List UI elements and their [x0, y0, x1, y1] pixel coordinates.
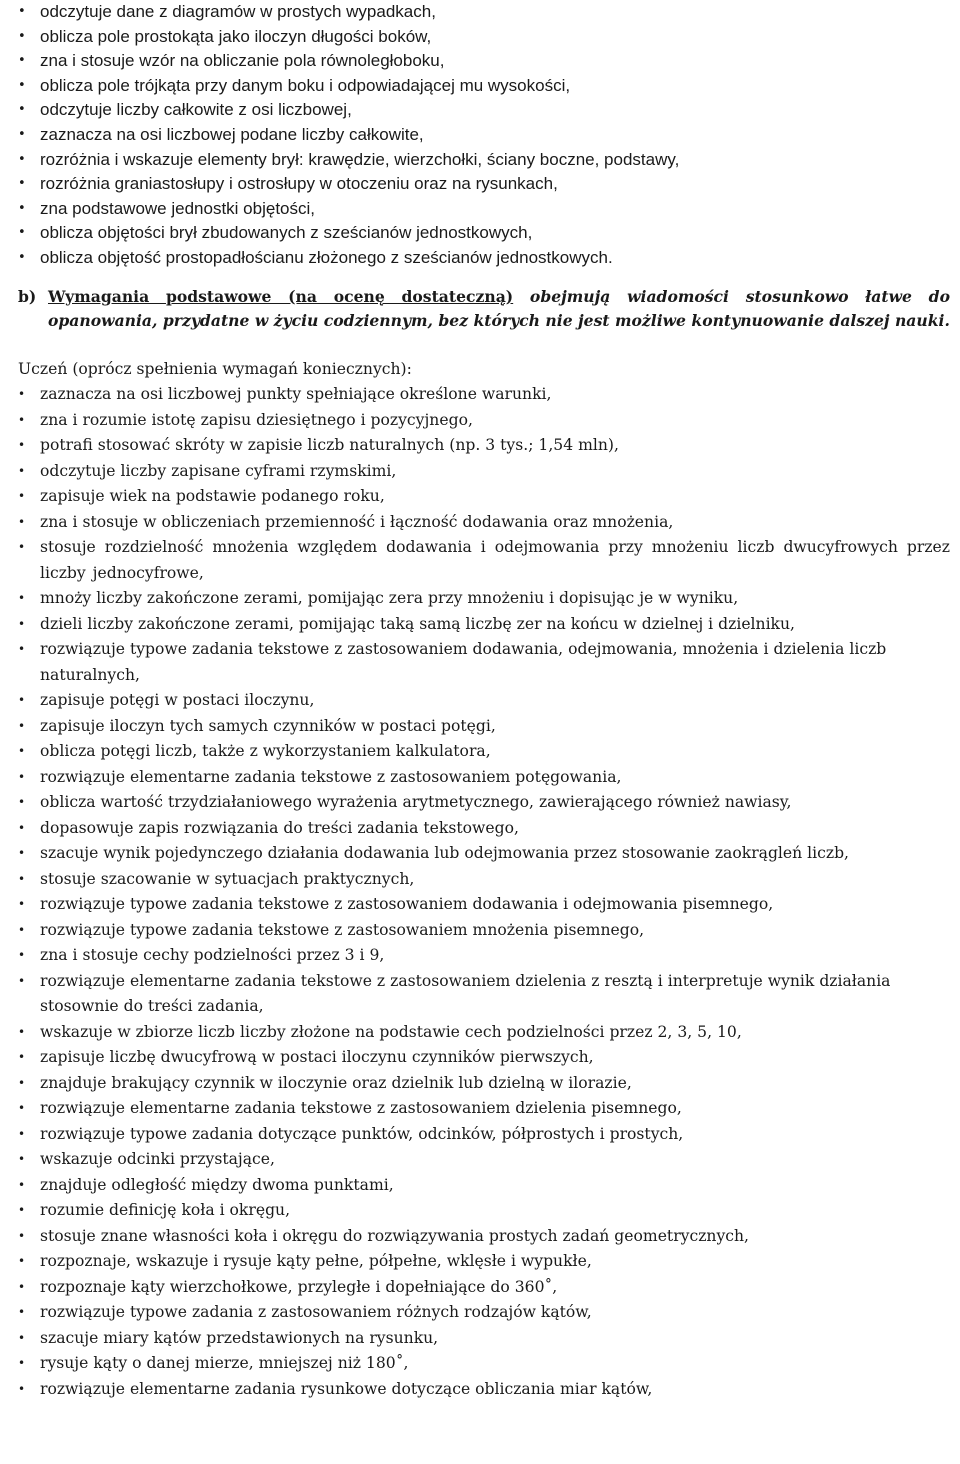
list-item-text: oblicza objętość prostopadłościanu złożonego z sześcianów jednostkowych. — [40, 247, 613, 267]
list-item-text: zna i stosuje wzór na obliczanie pola równoległoboku, — [40, 51, 445, 71]
bullet-icon: • — [18, 769, 26, 784]
list-item — [18, 408, 950, 434]
list-item-text: rozwiązuje typowe zadania dotyczące punktów, odcinków, półprostych i prostych, — [40, 1124, 684, 1143]
bullet-icon: • — [18, 1356, 26, 1371]
bullet-icon: • — [18, 1279, 26, 1294]
list-item-text: zapisuje liczbę dwucyfrową w postaci iloczynu czynników pierwszych, — [40, 1048, 594, 1067]
list-item-text: rozwiązuje elementarne zadania rysunkowe dotyczące obliczania miar kątów, — [40, 1379, 653, 1398]
list-item-text: odczytuje liczby całkowite z osi liczbowej, — [40, 100, 352, 120]
bullet-icon: • — [18, 489, 26, 504]
list-item — [18, 98, 950, 123]
bullet-icon: • — [18, 412, 26, 427]
list-item — [18, 714, 950, 740]
bullet-icon: • — [18, 973, 26, 988]
bullet-icon: • — [18, 795, 26, 810]
list-item — [18, 25, 950, 50]
list-item-text: stosuje znane własności koła i okręgu do rozwiązywania prostych zadań geometrycznych, — [40, 1226, 749, 1245]
list-item — [18, 1173, 950, 1199]
bullet-icon: • — [18, 1152, 26, 1167]
bullet-icon: • — [18, 1024, 26, 1039]
list-item — [18, 197, 950, 222]
list-item-text: dopasowuje zapis rozwiązania do treści zadania tekstowego, — [40, 818, 519, 837]
bullet-icon: • — [18, 126, 26, 142]
section-letter: b) — [18, 286, 37, 306]
list-item-text: zapisuje potęgi w postaci iloczynu, — [40, 691, 315, 710]
bullet-icon: • — [18, 1101, 26, 1116]
list-item — [18, 612, 950, 638]
list-item-text: mnoży liczby zakończone zerami, pomijając zera przy mnożeniu i dopisując je w wyniku, — [40, 589, 739, 608]
bullet-icon: • — [18, 151, 26, 167]
list-item-text: zna i stosuje w obliczeniach przemienność i łączność dodawania oraz mnożenia, — [40, 512, 674, 531]
list-item-text: szacuje miary kątów przedstawionych na rysunku, — [40, 1328, 439, 1347]
list-item-text: oblicza pole trójkąta przy danym boku i odpowiadającej mu wysokości, — [40, 75, 571, 95]
bullet-icon: • — [18, 77, 26, 93]
list-item — [18, 586, 950, 612]
bullet-icon: • — [18, 102, 26, 118]
list-item — [18, 1198, 950, 1224]
bullet-icon: • — [18, 200, 26, 216]
list-item — [18, 148, 950, 173]
list-item-text: potrafi stosować skróty w zapisie liczb naturalnych (np. 3 tys.; 1,54 mln), — [40, 436, 619, 455]
list-item-text: odczytuje dane z diagramów w prostych wypadkach, — [40, 2, 436, 21]
list-item — [18, 765, 950, 791]
list-item — [18, 535, 950, 586]
list-item-text: zaznacza na osi liczbowej punkty spełniające określone warunki, — [40, 385, 552, 404]
list-item — [18, 49, 950, 74]
bullet-icon: • — [18, 249, 26, 265]
list-item — [18, 1275, 950, 1301]
list-item-text: zaznacza na osi liczbowej podane liczby całkowite, — [40, 124, 424, 144]
bullet-icon: • — [18, 1075, 26, 1090]
list-item-text: oblicza potęgi liczb, także z wykorzystaniem kalkulatora, — [40, 742, 491, 761]
bullet-icon: • — [18, 1050, 26, 1065]
bullet-icon: • — [18, 1177, 26, 1192]
list-item-text: wskazuje w zbiorze liczb liczby złożone na podstawie cech podzielności przez 2, 3, 5, 10, — [40, 1022, 742, 1041]
list-item-text: rozpoznaje, wskazuje i rysuje kąty pełne, półpełne, wklęsłe i wypukłe, — [40, 1252, 592, 1271]
bullet-icon: • — [18, 1254, 26, 1269]
bullet-icon: • — [18, 53, 26, 69]
bullet-icon: • — [18, 642, 26, 657]
list-item — [18, 688, 950, 714]
list-item — [18, 221, 950, 246]
bullet-icon: • — [18, 540, 26, 555]
bullet-icon: • — [18, 225, 26, 241]
section-b-body — [48, 285, 950, 334]
list-item-text: wskazuje odcinki przystające, — [40, 1150, 275, 1169]
list-item — [18, 841, 950, 867]
bullet-icon: • — [18, 1381, 26, 1396]
list-item — [18, 637, 950, 688]
requirements-list-a — [18, 0, 950, 271]
bullet-icon: • — [18, 463, 26, 478]
bullet-icon: • — [18, 176, 26, 192]
list-item-text: zapisuje iloczyn tych samych czynników w postaci potęgi, — [40, 716, 496, 735]
bullet-icon: • — [18, 387, 26, 402]
section-title: Wymagania podstawowe (na ocenę dostateczną) — [48, 286, 514, 306]
list-item — [18, 790, 950, 816]
list-item — [18, 943, 950, 969]
bullet-icon: • — [18, 820, 26, 835]
list-item — [18, 918, 950, 944]
list-item — [18, 1096, 950, 1122]
list-item-text: oblicza pole prostokąta jako iloczyn długości boków, — [40, 26, 432, 46]
list-item-text: rozwiązuje elementarne zadania tekstowe z zastosowaniem dzielenia z resztą i interpretuje wynik działania stosownie do treści zadania, — [40, 971, 891, 1016]
list-item-text: zna i stosuje cechy podzielności przez 3 i 9, — [40, 946, 385, 965]
list-item — [18, 1071, 950, 1097]
list-item — [18, 484, 950, 510]
list-item-text: rozróżnia graniastosłupy i ostrosłupy w otoczeniu oraz na rysunkach, — [40, 174, 558, 194]
list-item-text: oblicza objętości brył zbudowanych z sześcianów jednostkowych, — [40, 223, 533, 243]
bullet-icon: • — [18, 871, 26, 886]
bullet-icon: • — [18, 616, 26, 631]
list-item-text: rozumie definicję koła i okręgu, — [40, 1201, 291, 1220]
bullet-icon: • — [18, 4, 26, 19]
bullet-icon: • — [18, 438, 26, 453]
list-item-text: rozróżnia i wskazuje elementy brył: krawędzie, wierzchołki, ściany boczne, podstawy, — [40, 149, 680, 169]
list-item — [18, 816, 950, 842]
list-item — [18, 1045, 950, 1071]
bullet-icon: • — [18, 1203, 26, 1218]
list-item — [18, 1351, 950, 1377]
bullet-icon: • — [18, 514, 26, 529]
list-item-text: rozwiązuje typowe zadania tekstowe z zastosowaniem dodawania i odejmowania pisemnego, — [40, 895, 774, 914]
list-item-text: rozwiązuje typowe zadania z zastosowaniem różnych rodzajów kątów, — [40, 1303, 592, 1322]
list-item-text: znajduje odległość między dwoma punktami, — [40, 1175, 394, 1194]
list-item — [18, 74, 950, 99]
list-item-text: zna i rozumie istotę zapisu dziesiętnego i pozycyjnego, — [40, 410, 473, 429]
list-item — [18, 1300, 950, 1326]
list-item — [18, 1147, 950, 1173]
list-item — [18, 1020, 950, 1046]
list-item-text: zna podstawowe jednostki objętości, — [40, 198, 315, 218]
list-item — [18, 510, 950, 536]
bullet-icon: • — [18, 591, 26, 606]
list-item — [18, 892, 950, 918]
list-item-text: oblicza wartość trzydziałaniowego wyrażenia arytmetycznego, zawierającego również nawiasy, — [40, 793, 792, 812]
list-item-text: odczytuje liczby zapisane cyframi rzymskimi, — [40, 461, 397, 480]
list-item — [18, 382, 950, 408]
bullet-icon: • — [18, 718, 26, 733]
section-description: obejmują wiadomości stosunkowo łatwe do opanowania, przydatne w życiu codziennym, bez których nie jest możliwe kontynuowanie dalszej nauki. — [48, 286, 950, 331]
requirements-list-b — [18, 382, 950, 1402]
list-item-text: zapisuje wiek na podstawie podanego roku, — [40, 487, 385, 506]
list-item-text: rysuje kąty o danej mierze, mniejszej niż 180˚, — [40, 1354, 409, 1373]
bullet-icon: • — [18, 1126, 26, 1141]
list-item — [18, 0, 950, 25]
bullet-icon: • — [18, 1330, 26, 1345]
bullet-icon: • — [18, 897, 26, 912]
list-item-text: szacuje wynik pojedynczego działania dodawania lub odejmowania przez stosowanie zaokrągleń liczb, — [40, 844, 850, 863]
section-b — [18, 285, 950, 334]
list-item — [18, 1224, 950, 1250]
intro-text: Uczeń (oprócz spełnienia wymagań koniecznych): — [18, 359, 412, 378]
list-item — [18, 1377, 950, 1403]
list-item — [18, 246, 950, 271]
list-item-text: rozwiązuje elementarne zadania tekstowe z zastosowaniem potęgowania, — [40, 767, 622, 786]
list-item — [18, 1326, 950, 1352]
bullet-icon: • — [18, 693, 26, 708]
list-item-text: rozpoznaje kąty wierzchołkowe, przyległe i dopełniające do 360˚, — [40, 1277, 558, 1296]
list-item — [18, 739, 950, 765]
list-item-text: stosuje rozdzielność mnożenia względem dodawania i odejmowania przy mnożeniu liczb dwucyfrowych przez liczby jednocyfrowe, — [40, 538, 950, 582]
list-item — [18, 123, 950, 148]
bullet-icon: • — [18, 1305, 26, 1320]
list-item-text: rozwiązuje typowe zadania tekstowe z zastosowaniem mnożenia pisemnego, — [40, 920, 645, 939]
bullet-icon: • — [18, 28, 26, 44]
list-item — [18, 1249, 950, 1275]
list-item — [18, 433, 950, 459]
bullet-icon: • — [18, 846, 26, 861]
bullet-icon: • — [18, 744, 26, 759]
list-item-text: stosuje szacowanie w sytuacjach praktycznych, — [40, 869, 415, 888]
bullet-icon: • — [18, 948, 26, 963]
list-item-text: rozwiązuje typowe zadania tekstowe z zastosowaniem dodawania, odejmowania, mnożenia i dzielenia liczb naturalnych, — [40, 640, 887, 684]
list-item — [18, 969, 950, 1020]
list-item — [18, 867, 950, 893]
list-item-text: rozwiązuje elementarne zadania tekstowe z zastosowaniem dzielenia pisemnego, — [40, 1099, 682, 1118]
list-item-text: dzieli liczby zakończone zerami, pomijając taką samą liczbę zer na końcu w dzielnej i dzielniku, — [40, 614, 796, 633]
bullet-icon: • — [18, 922, 26, 937]
list-item — [18, 172, 950, 197]
list-item — [18, 1122, 950, 1148]
list-item — [18, 459, 950, 485]
bullet-icon: • — [18, 1228, 26, 1243]
list-item-text: znajduje brakujący czynnik w iloczynie oraz dzielnik lub dzielną w ilorazie, — [40, 1073, 632, 1092]
